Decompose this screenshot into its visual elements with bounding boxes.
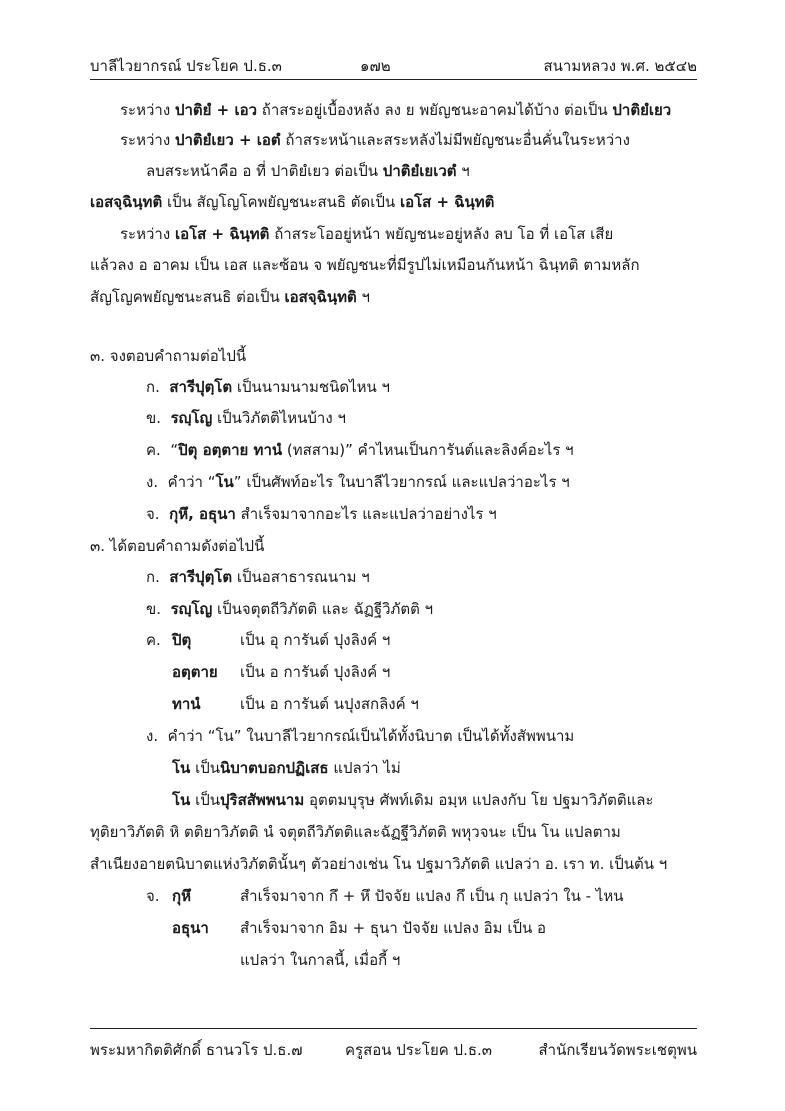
intro-line-4: เอสจฺฉินฺทติ เป็น สัญโญโคพยัญชนะสนธิ ตัดเป็น เอโส + ฉินฺทติ bbox=[90, 193, 495, 211]
answer-c-word: อตฺตาย bbox=[172, 663, 218, 681]
page-number: ๑๗๒ bbox=[360, 57, 391, 75]
page-footer bbox=[90, 1034, 697, 1062]
answer-c-desc: เป็น อุ การันต์ ปุงลิงค์ ฯ bbox=[240, 631, 391, 649]
question-item: จ. กุหึ, อธุนา สำเร็จมาจากอะไร และแปลว่าอย่างไร ฯ bbox=[146, 505, 497, 523]
answer-c-desc: เป็น อ การันต์ ปุงลิงค์ ฯ bbox=[240, 663, 391, 681]
answer-c-word: ปิตุ bbox=[172, 631, 192, 649]
question-item: ก. สารีปุตฺโต เป็นนามนามชนิดไหน ฯ bbox=[146, 378, 390, 396]
answer-e-label: จ. bbox=[146, 887, 160, 905]
answer-e-word: อธุนา bbox=[172, 919, 209, 937]
answer-b: ข. รญฺโญ เป็นจตุตถีวิภัตติ และ ฉัฏฐีวิภัตติ ฯ bbox=[146, 600, 434, 618]
answer-e-desc: สำเร็จมาจาก กึ + หึ ปัจจัย แปลง กึ เป็น กุ แปลว่า ใน - ไหน bbox=[240, 887, 624, 905]
answer-c-word: ทานํ bbox=[172, 695, 201, 713]
answer-e-desc: แปลว่า ในกาลนี้, เมื่อกี้ ฯ bbox=[240, 951, 401, 969]
footer-role: ครูสอน ประโยค ป.ธ.๓ bbox=[345, 1041, 493, 1059]
question-item: ง. คำว่า “โน” เป็นศัพท์อะไร ในบาลีไวยากรณ์ และแปลว่าอะไร ฯ bbox=[146, 473, 570, 491]
answer-d-line-1: ง. คำว่า “โน” ในบาลีไวยากรณ์เป็นได้ทั้งนิบาต เป็นได้ทั้งสัพพนาม bbox=[146, 727, 575, 745]
answer-e-desc: สำเร็จมาจาก อิม + ธุนา ปัจจัย แปลง อิม เป็น อ bbox=[240, 919, 546, 937]
intro-line-2: ระหว่าง ปาติยํเยว + เอตํ ถ้าสระหน้าและสระหลังไม่มีพยัญชนะอื่นคั่นในระหว่าง bbox=[120, 131, 630, 149]
answer-d-line-3: โน เป็นปุริสสัพพนาม อุตตมบุรุษ ศัพท์เดิม อมฺห แปลงกับ โย ปฐมาวิภัตติและ bbox=[172, 791, 654, 809]
question-item: ค. “ปิตุ อตฺตาย ทานํ (ทสสาม)” คำไหนเป็นการันต์และลิงค์อะไร ฯ bbox=[146, 441, 574, 459]
footer-school: สำนักเรียนวัดพระเชตุพน bbox=[538, 1041, 697, 1059]
header-rule bbox=[90, 79, 697, 80]
header-title: บาลีไวยากรณ์ ประโยค ป.ธ.๓ bbox=[90, 57, 282, 75]
answer-c-label: ค. bbox=[146, 631, 161, 649]
answer-a: ก. สารีปุตฺโต เป็นอสาธารณนาม ฯ bbox=[146, 568, 370, 586]
answer-d-line-2: โน เป็นนิบาตบอกปฏิเสธ แปลว่า ไม่ bbox=[172, 759, 401, 777]
answer-d-line-4: ทุติยาวิภัตติ หิ ตติยาวิภัตติ นํ จตุตถีวิภัตติและฉัฏฐีวิภัตติ พหุวจนะ เป็น โน แปลตาม bbox=[90, 823, 621, 841]
intro-line-6: แล้วลง อ อาคม เป็น เอส และซ้อน จ พยัญชนะที่มีรูปไม่เหมือนกันหน้า ฉินฺทติ ตามหลัก bbox=[90, 256, 640, 274]
answer-c-desc: เป็น อ การันต์ นปุงสกลิงค์ ฯ bbox=[240, 695, 419, 713]
footer-author: พระมหากิตติศักดิ์ ธานวโร ป.ธ.๗ bbox=[90, 1041, 303, 1059]
header-exam: สนามหลวง พ.ศ. ๒๕๔๒ bbox=[543, 57, 697, 75]
intro-line-1: ระหว่าง ปาติยํ + เอว ถ้าสระอยู่เบื้องหลัง ลง ย พยัญชนะอาคมได้บ้าง ต่อเป็น ปาติยํเยว bbox=[120, 101, 672, 119]
answers-heading: ๓. ได้ตอบคำถามดังต่อไปนี้ bbox=[90, 537, 265, 555]
footer-rule bbox=[90, 1028, 697, 1029]
page-header bbox=[90, 50, 697, 78]
intro-line-7: สัญโญคพยัญชนะสนธิ ต่อเป็น เอสจฺฉินฺทติ ฯ bbox=[90, 288, 370, 306]
answer-d-line-5: สำเนียงอายตนิบาตแห่งวิภัตตินั้นๆ ตัวอย่างเช่น โน ปฐมาวิภัตติ แปลว่า อ. เรา ท. เป็นต้น ฯ bbox=[90, 855, 668, 873]
intro-line-3: ลบสระหน้าคือ อ ที่ ปาติยํเยว ต่อเป็น ปาติยํเยเวตํ ฯ bbox=[146, 162, 470, 180]
intro-line-5: ระหว่าง เอโส + ฉินฺทติ ถ้าสระโออยู่หน้า พยัญชนะอยู่หลัง ลบ โอ ที่ เอโส เสีย bbox=[120, 225, 614, 243]
answer-e-word: กุหึ bbox=[172, 887, 191, 905]
question-item: ข. รญฺโญ เป็นวิภัตติไหนบ้าง ฯ bbox=[146, 409, 346, 427]
questions-heading: ๓. จงตอบคำถามต่อไปนี้ bbox=[90, 347, 247, 365]
